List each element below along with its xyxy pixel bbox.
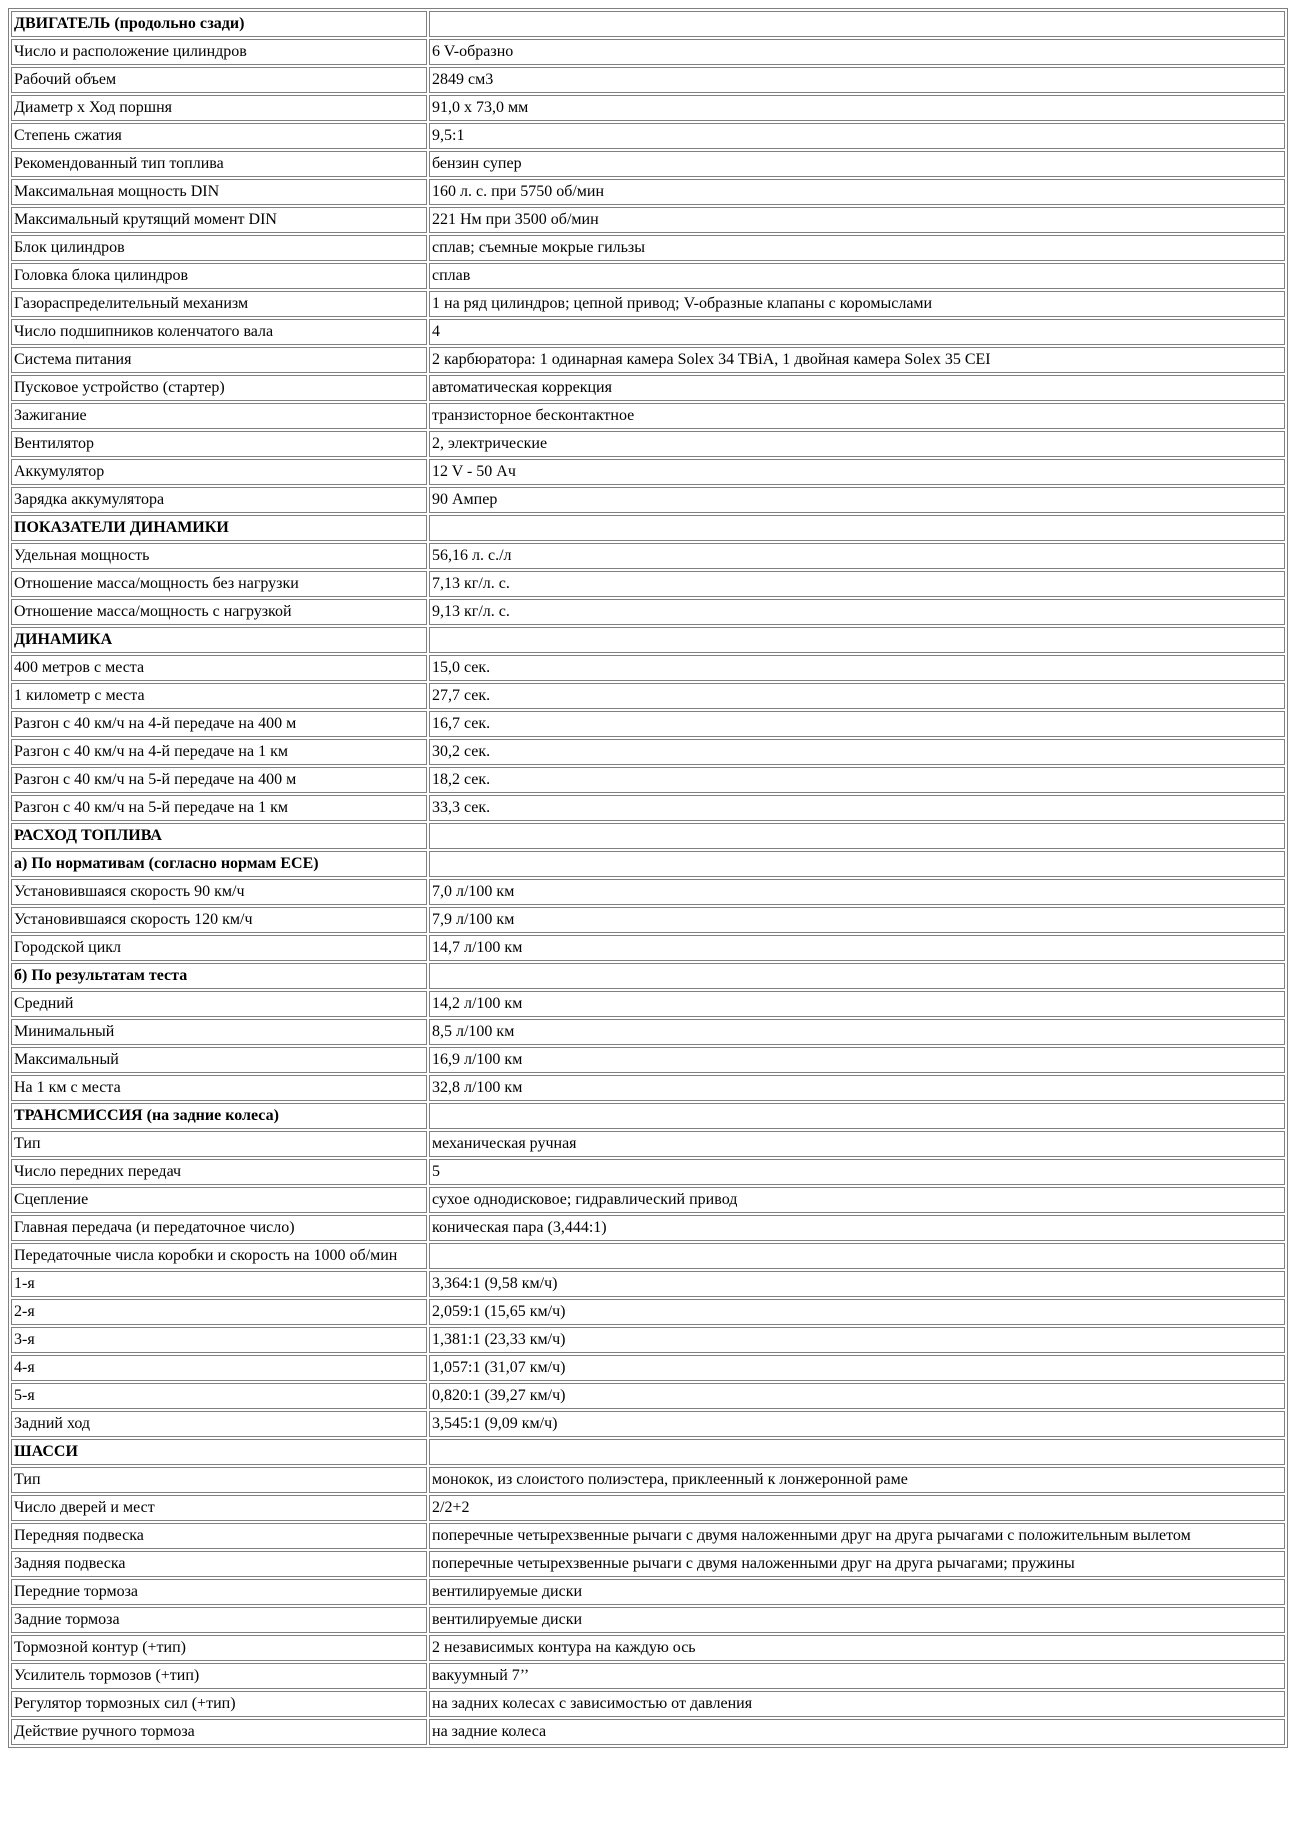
- param-cell: Главная передача (и передаточное число): [11, 1215, 427, 1241]
- param-cell: Сцепление: [11, 1187, 427, 1213]
- table-row: [11, 263, 1285, 289]
- param-cell: Зажигание: [11, 403, 427, 429]
- value-cell: 6 V-образно: [429, 39, 1285, 65]
- section-header-row: [11, 1439, 1285, 1465]
- param-cell: Степень сжатия: [11, 123, 427, 149]
- table-row: [11, 1663, 1285, 1689]
- param-cell: Задняя подвеска: [11, 1551, 427, 1577]
- table-row: [11, 67, 1285, 93]
- value-cell: коническая пара (3,444:1): [429, 1215, 1285, 1241]
- value-cell: сплав; съемные мокрые гильзы: [429, 235, 1285, 261]
- section-title: а) По нормативам (согласно нормам ECE): [11, 851, 427, 877]
- param-cell: Удельная мощность: [11, 543, 427, 569]
- table-row: [11, 1355, 1285, 1381]
- table-row: [11, 935, 1285, 961]
- value-cell: 5: [429, 1159, 1285, 1185]
- table-row: [11, 1075, 1285, 1101]
- value-cell: [429, 627, 1285, 653]
- param-cell: Газораспределительный механизм: [11, 291, 427, 317]
- section-title: РАСХОД ТОПЛИВА: [11, 823, 427, 849]
- table-row: [11, 291, 1285, 317]
- section-title: ДВИГАТЕЛЬ (продольно сзади): [11, 11, 427, 37]
- table-row: [11, 1327, 1285, 1353]
- param-cell: Разгон с 40 км/ч на 4-й передаче на 1 км: [11, 739, 427, 765]
- param-cell: Число передних передач: [11, 1159, 427, 1185]
- param-cell: Аккумулятор: [11, 459, 427, 485]
- table-row: [11, 1579, 1285, 1605]
- param-cell: Установившаяся скорость 90 км/ч: [11, 879, 427, 905]
- section-title: ШАССИ: [11, 1439, 427, 1465]
- table-row: [11, 1523, 1285, 1549]
- table-row: [11, 1551, 1285, 1577]
- param-cell: Передняя подвеска: [11, 1523, 427, 1549]
- table-row: [11, 207, 1285, 233]
- section-header-row: [11, 851, 1285, 877]
- section-title: б) По результатам теста: [11, 963, 427, 989]
- value-cell: 9,13 кг/л. с.: [429, 599, 1285, 625]
- table-row: [11, 1635, 1285, 1661]
- value-cell: 30,2 сек.: [429, 739, 1285, 765]
- param-cell: 400 метров с места: [11, 655, 427, 681]
- value-cell: бензин супер: [429, 151, 1285, 177]
- table-row: [11, 151, 1285, 177]
- section-title: ДИНАМИКА: [11, 627, 427, 653]
- param-cell: Задний ход: [11, 1411, 427, 1437]
- table-row: [11, 1215, 1285, 1241]
- value-cell: 2849 см3: [429, 67, 1285, 93]
- param-cell: Тормозной контур (+тип): [11, 1635, 427, 1661]
- value-cell: 0,820:1 (39,27 км/ч): [429, 1383, 1285, 1409]
- value-cell: [429, 1243, 1285, 1269]
- value-cell: вентилируемые диски: [429, 1607, 1285, 1633]
- value-cell: [429, 823, 1285, 849]
- table-row: [11, 347, 1285, 373]
- table-row: [11, 431, 1285, 457]
- param-cell: Задние тормоза: [11, 1607, 427, 1633]
- table-row: [11, 487, 1285, 513]
- table-row: [11, 795, 1285, 821]
- param-cell: Максимальный крутящий момент DIN: [11, 207, 427, 233]
- param-cell: Средний: [11, 991, 427, 1017]
- param-cell: Установившаяся скорость 120 км/ч: [11, 907, 427, 933]
- value-cell: сплав: [429, 263, 1285, 289]
- value-cell: 3,364:1 (9,58 км/ч): [429, 1271, 1285, 1297]
- value-cell: 14,2 л/100 км: [429, 991, 1285, 1017]
- value-cell: 4: [429, 319, 1285, 345]
- table-row: [11, 711, 1285, 737]
- table-row: [11, 459, 1285, 485]
- param-cell: Система питания: [11, 347, 427, 373]
- param-cell: Блок цилиндров: [11, 235, 427, 261]
- param-cell: Передние тормоза: [11, 1579, 427, 1605]
- table-row: [11, 319, 1285, 345]
- table-row: [11, 1691, 1285, 1717]
- section-header-row: [11, 627, 1285, 653]
- value-cell: 3,545:1 (9,09 км/ч): [429, 1411, 1285, 1437]
- table-row: [11, 1719, 1285, 1745]
- param-cell: Разгон с 40 км/ч на 5-й передаче на 400 м: [11, 767, 427, 793]
- param-cell: Регулятор тормозных сил (+тип): [11, 1691, 427, 1717]
- param-cell: Тип: [11, 1131, 427, 1157]
- section-header-row: [11, 823, 1285, 849]
- param-cell: Вентилятор: [11, 431, 427, 457]
- param-cell: Отношение масса/мощность с нагрузкой: [11, 599, 427, 625]
- table-row: [11, 1411, 1285, 1437]
- param-cell: Число и расположение цилиндров: [11, 39, 427, 65]
- value-cell: 160 л. с. при 5750 об/мин: [429, 179, 1285, 205]
- value-cell: 2, электрические: [429, 431, 1285, 457]
- value-cell: [429, 851, 1285, 877]
- value-cell: на задних колесах с зависимостью от давления: [429, 1691, 1285, 1717]
- table-row: [11, 543, 1285, 569]
- value-cell: 2 карбюратора: 1 одинарная камера Solex 34 TBiA, 1 двойная камера Solex 35 CEI: [429, 347, 1285, 373]
- table-row: [11, 599, 1285, 625]
- table-row: [11, 95, 1285, 121]
- value-cell: 91,0 х 73,0 мм: [429, 95, 1285, 121]
- param-cell: Пусковое устройство (стартер): [11, 375, 427, 401]
- spec-table-body: [11, 11, 1285, 1745]
- param-cell: 5-я: [11, 1383, 427, 1409]
- table-row: [11, 179, 1285, 205]
- table-row: [11, 1131, 1285, 1157]
- table-row: [11, 571, 1285, 597]
- value-cell: 90 Ампер: [429, 487, 1285, 513]
- value-cell: 7,13 кг/л. с.: [429, 571, 1285, 597]
- table-row: [11, 1467, 1285, 1493]
- param-cell: Головка блока цилиндров: [11, 263, 427, 289]
- param-cell: Действие ручного тормоза: [11, 1719, 427, 1745]
- value-cell: 2/2+2: [429, 1495, 1285, 1521]
- table-row: [11, 907, 1285, 933]
- param-cell: Рекомендованный тип топлива: [11, 151, 427, 177]
- value-cell: 18,2 сек.: [429, 767, 1285, 793]
- section-header-row: [11, 11, 1285, 37]
- value-cell: [429, 11, 1285, 37]
- spec-table: [8, 8, 1288, 1748]
- table-row: [11, 767, 1285, 793]
- section-title: ТРАНСМИССИЯ (на задние колеса): [11, 1103, 427, 1129]
- param-cell: Усилитель тормозов (+тип): [11, 1663, 427, 1689]
- table-row: [11, 1271, 1285, 1297]
- value-cell: 7,9 л/100 км: [429, 907, 1285, 933]
- table-row: [11, 991, 1285, 1017]
- value-cell: монокок, из слоистого полиэстера, приклеенный к лонжеронной раме: [429, 1467, 1285, 1493]
- table-row: [11, 123, 1285, 149]
- param-cell: Отношение масса/мощность без нагрузки: [11, 571, 427, 597]
- value-cell: вентилируемые диски: [429, 1579, 1285, 1605]
- value-cell: [429, 1439, 1285, 1465]
- table-row: [11, 1299, 1285, 1325]
- param-cell: 2-я: [11, 1299, 427, 1325]
- value-cell: 2 независимых контура на каждую ось: [429, 1635, 1285, 1661]
- value-cell: на задние колеса: [429, 1719, 1285, 1745]
- value-cell: 2,059:1 (15,65 км/ч): [429, 1299, 1285, 1325]
- table-row: [11, 1047, 1285, 1073]
- param-cell: Число дверей и мест: [11, 1495, 427, 1521]
- table-row: [11, 739, 1285, 765]
- param-cell: Тип: [11, 1467, 427, 1493]
- value-cell: 56,16 л. с./л: [429, 543, 1285, 569]
- param-cell: Максимальная мощность DIN: [11, 179, 427, 205]
- param-cell: Зарядка аккумулятора: [11, 487, 427, 513]
- value-cell: поперечные четырехзвенные рычаги с двумя наложенными друг на друга рычагами; пружины: [429, 1551, 1285, 1577]
- param-cell: Диаметр х Ход поршня: [11, 95, 427, 121]
- value-cell: [429, 1103, 1285, 1129]
- value-cell: 32,8 л/100 км: [429, 1075, 1285, 1101]
- value-cell: 15,0 сек.: [429, 655, 1285, 681]
- value-cell: 14,7 л/100 км: [429, 935, 1285, 961]
- param-cell: Число подшипников коленчатого вала: [11, 319, 427, 345]
- value-cell: вакуумный 7’’: [429, 1663, 1285, 1689]
- table-row: [11, 1383, 1285, 1409]
- table-row: [11, 403, 1285, 429]
- value-cell: 1 на ряд цилиндров; цепной привод; V-образные клапаны с коромыслами: [429, 291, 1285, 317]
- section-title: ПОКАЗАТЕЛИ ДИНАМИКИ: [11, 515, 427, 541]
- value-cell: 1,057:1 (31,07 км/ч): [429, 1355, 1285, 1381]
- section-header-row: [11, 963, 1285, 989]
- param-cell: Минимальный: [11, 1019, 427, 1045]
- value-cell: 16,9 л/100 км: [429, 1047, 1285, 1073]
- table-row: [11, 879, 1285, 905]
- table-row: [11, 375, 1285, 401]
- value-cell: 7,0 л/100 км: [429, 879, 1285, 905]
- section-header-row: [11, 1103, 1285, 1129]
- param-cell: 4-я: [11, 1355, 427, 1381]
- param-cell: Максимальный: [11, 1047, 427, 1073]
- value-cell: 12 V - 50 Ач: [429, 459, 1285, 485]
- value-cell: механическая ручная: [429, 1131, 1285, 1157]
- value-cell: 27,7 сек.: [429, 683, 1285, 709]
- value-cell: 221 Нм при 3500 об/мин: [429, 207, 1285, 233]
- value-cell: [429, 515, 1285, 541]
- table-row: [11, 235, 1285, 261]
- table-row: [11, 1159, 1285, 1185]
- value-cell: 8,5 л/100 км: [429, 1019, 1285, 1045]
- table-row: [11, 1607, 1285, 1633]
- param-cell: Рабочий объем: [11, 67, 427, 93]
- param-cell: 1-я: [11, 1271, 427, 1297]
- table-row: [11, 1019, 1285, 1045]
- table-row: [11, 683, 1285, 709]
- value-cell: 16,7 сек.: [429, 711, 1285, 737]
- table-row: [11, 1495, 1285, 1521]
- value-cell: [429, 963, 1285, 989]
- param-cell: Разгон с 40 км/ч на 4-й передаче на 400 м: [11, 711, 427, 737]
- section-header-row: [11, 515, 1285, 541]
- table-row: [11, 1243, 1285, 1269]
- param-cell: 1 километр с места: [11, 683, 427, 709]
- value-cell: поперечные четырехзвенные рычаги с двумя наложенными друг на друга рычагами с положительным вылетом: [429, 1523, 1285, 1549]
- table-row: [11, 39, 1285, 65]
- table-row: [11, 1187, 1285, 1213]
- value-cell: 1,381:1 (23,33 км/ч): [429, 1327, 1285, 1353]
- param-cell: Городской цикл: [11, 935, 427, 961]
- value-cell: автоматическая коррекция: [429, 375, 1285, 401]
- table-row: [11, 655, 1285, 681]
- value-cell: 33,3 сек.: [429, 795, 1285, 821]
- value-cell: 9,5:1: [429, 123, 1285, 149]
- param-cell: Разгон с 40 км/ч на 5-й передаче на 1 км: [11, 795, 427, 821]
- value-cell: сухое однодисковое; гидравлический привод: [429, 1187, 1285, 1213]
- param-cell: На 1 км с места: [11, 1075, 427, 1101]
- value-cell: транзисторное бесконтактное: [429, 403, 1285, 429]
- param-cell: 3-я: [11, 1327, 427, 1353]
- param-cell: Передаточные числа коробки и скорость на 1000 об/мин: [11, 1243, 427, 1269]
